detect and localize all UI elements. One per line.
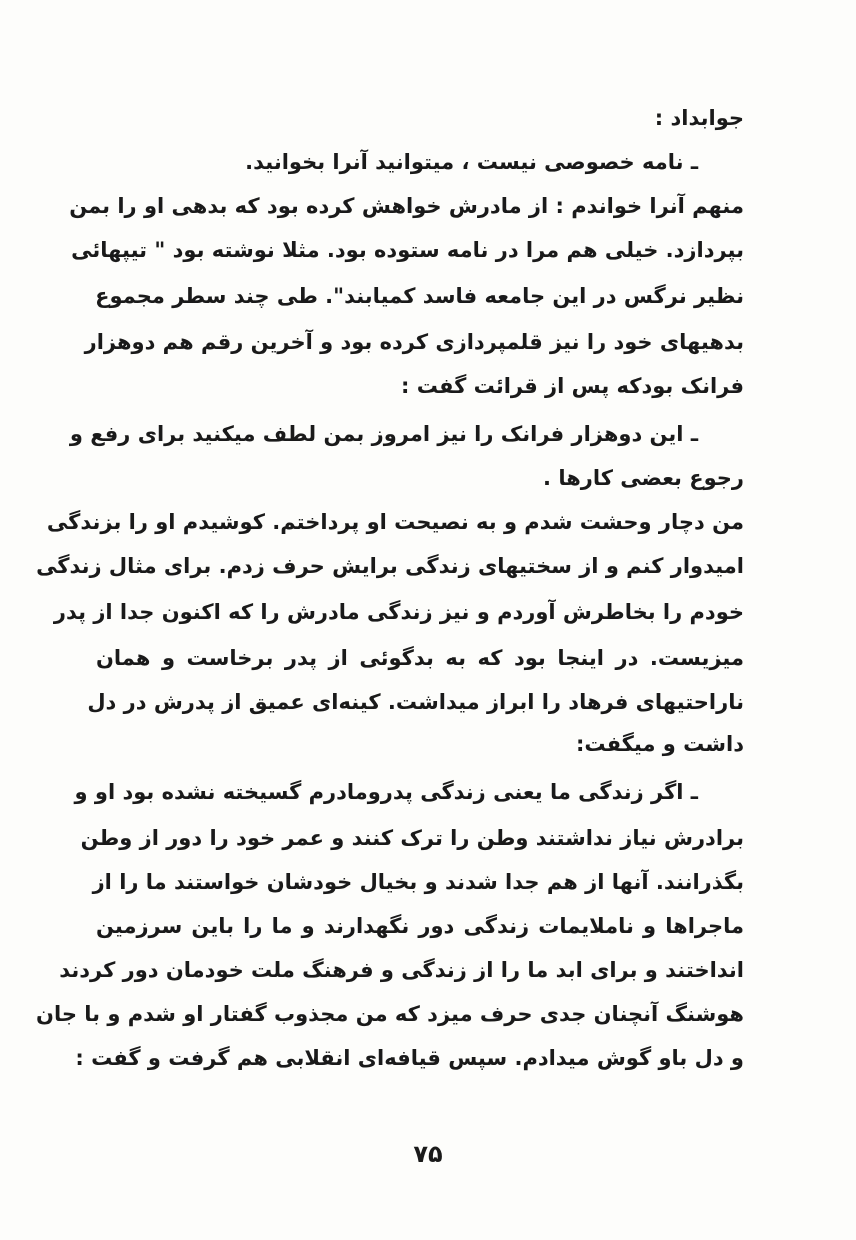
text-line: ماجراها و ناملایمات زندگی دور نگهدارند و ما را باین سرزمین	[96, 914, 744, 938]
text-line: نظیر نرگس در این جامعه فاسد کمیابند". طی چند سطر مجموع	[95, 284, 744, 308]
text-line: جوابداد :	[654, 106, 744, 130]
text-line: منهم آنرا خواندم : از مادرش خواهش کرده بود که بدهی او را بمن	[69, 194, 744, 218]
text-line: انداختند و برای ابد ما را از زندگی و فرهنگ ملت خودمان دور کردند	[59, 958, 744, 982]
text-line: خودم را بخاطرش آوردم و نیز زندگی مادرش را که اکنون جدا از پدر	[53, 600, 744, 624]
text-line: میزیست. در اینجا بود که به بدگوئی از پدر برخاست و همان	[96, 646, 744, 670]
text-line: بپردازد. خیلی هم مرا در نامه ستوده بود. مثلا نوشته بود " تیپهائی	[71, 238, 744, 262]
text-line: ـ نامه خصوصی نیست ، میتوانید آنرا بخوانید.	[245, 150, 698, 174]
text-line: برادرش نیاز نداشتند وطن را ترک کنند و عمر خود را دور از وطن	[80, 826, 744, 850]
text-line: فرانک بودکه پس از قرائت گفت :	[401, 374, 744, 398]
text-line: امیدوار کنم و از سختیهای زندگی برایش حرف زدم. برای مثال زندگی	[36, 554, 744, 578]
text-line: هوشنگ آنچنان جدی حرف میزد که من مجذوب گفتار او شدم و با جان	[36, 1002, 744, 1026]
text-line: بگذرانند. آنها از هم جدا شدند و بخیال خودشان خواستند ما را از	[92, 870, 744, 894]
text-line: ـ اگر زندگی ما یعنی زندگی پدرومادرم گسیخته نشده بود او و	[74, 780, 698, 804]
text-line: رجوع بعضی کارها .	[543, 466, 744, 490]
text-line: داشت و میگفت:	[575, 732, 744, 756]
page-number: ۷۵	[413, 1140, 443, 1168]
text-line: بدهیهای خود را نیز قلمپردازی کرده بود و آخرین رقم هم دوهزار	[84, 330, 744, 354]
text-line: و دل باو گوش میدادم. سپس قیافه‌ای انقلابی هم گرفت و گفت :	[75, 1046, 744, 1070]
text-line: ـ این دوهزار فرانک را نیز امروز بمن لطف میکنید برای رفع و	[69, 422, 698, 446]
text-line: ناراحتیهای فرهاد را ابراز میداشت. کینه‌ای عمیق از پدرش در دل	[87, 690, 744, 714]
text-line: من دچار وحشت شدم و به نصیحت او پرداختم. کوشیدم او را بزندگی	[46, 510, 744, 534]
